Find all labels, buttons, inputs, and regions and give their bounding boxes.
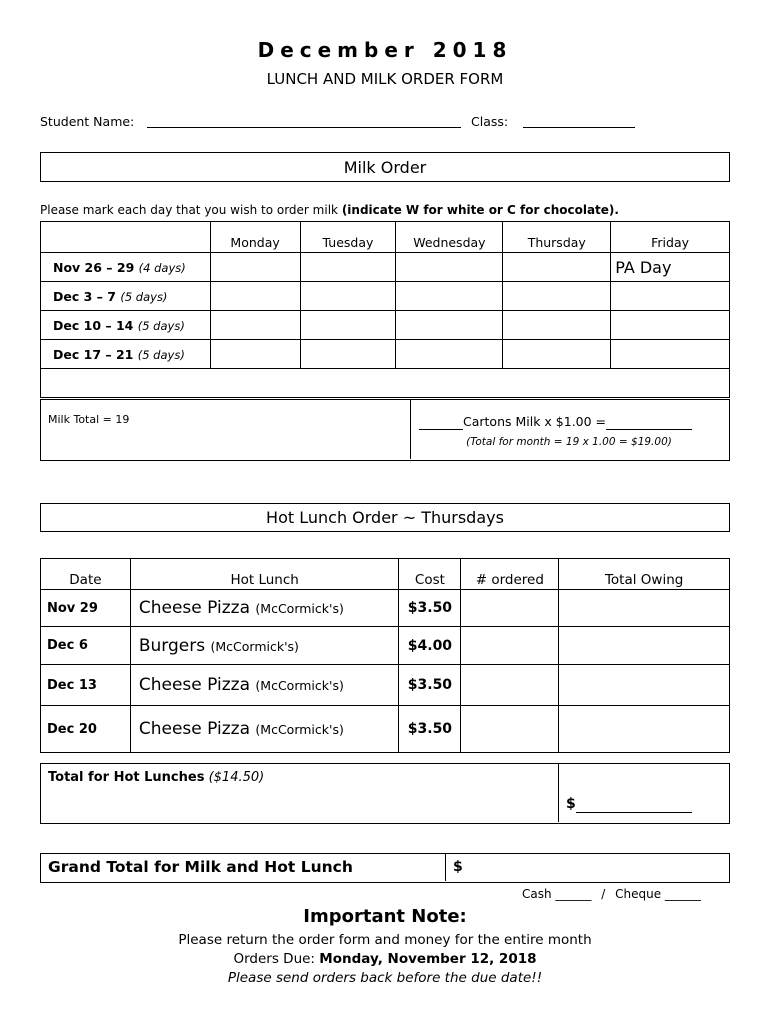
week-days: (5 days) [137, 318, 185, 333]
grand-total-dollar[interactable]: $ [453, 859, 463, 875]
lunch-date: Dec 13 [41, 665, 131, 706]
cheque-option[interactable]: Cheque ______ [615, 887, 701, 901]
milk-cell[interactable] [300, 340, 396, 369]
lunch-item-name: Burgers [138, 635, 206, 656]
cartons-blank[interactable] [419, 414, 463, 430]
milk-instruction [40, 203, 619, 217]
lunch-item [130, 706, 399, 753]
milk-day-header: Friday [611, 222, 730, 253]
lunch-owing-cell[interactable] [559, 590, 730, 627]
milk-cell[interactable] [210, 282, 300, 311]
grand-total-label-cell [41, 854, 446, 881]
milk-cell[interactable] [503, 311, 611, 340]
week-days: (4 days) [138, 260, 186, 275]
week-range: Dec 17 – 21 [53, 346, 134, 362]
lunch-row [41, 590, 730, 627]
milk-day-header: Thursday [503, 222, 611, 253]
lunch-item [130, 665, 399, 706]
payment-method [522, 887, 701, 901]
page-title: December 2018 [257, 38, 513, 62]
hot-lunch-total-value: ($14.50) [208, 770, 265, 785]
hot-lunch-total-text: Total for Hot Lunches [48, 770, 205, 785]
hot-lunch-table [40, 558, 730, 753]
lunch-ordered-cell[interactable] [461, 590, 559, 627]
lunch-col-header: Total Owing [559, 559, 730, 590]
lunch-cost: $3.50 [399, 590, 461, 627]
lunch-col-header: Date [41, 559, 131, 590]
milk-total-box [40, 399, 730, 461]
milk-week-label [41, 253, 211, 282]
grand-total-label: Grand Total for Milk and Hot Lunch [48, 858, 353, 876]
milk-week-row [41, 340, 730, 369]
due-label: Orders Due: [233, 951, 315, 967]
milk-cell[interactable] [300, 282, 396, 311]
cash-option[interactable]: Cash ______ [522, 887, 592, 901]
lunch-ordered-cell[interactable] [461, 627, 559, 665]
hot-lunch-title: Hot Lunch Order ~ Thursdays [266, 508, 504, 527]
hot-lunch-dollar-line [566, 796, 692, 813]
payment-separator: / [601, 887, 606, 901]
note-line-3: Please send orders back before the due date!! [227, 970, 543, 986]
milk-cell[interactable] [611, 282, 730, 311]
lunch-item [130, 627, 399, 665]
lunch-header-row [41, 559, 730, 590]
hot-lunch-total-box [40, 763, 730, 824]
lunch-vendor: (McCormick's) [255, 678, 344, 693]
milk-total-label: Milk Total = 19 [48, 413, 130, 426]
week-range: Nov 26 – 29 [53, 259, 135, 275]
class-label: Class: [471, 114, 509, 129]
note-title: Important Note: [303, 906, 467, 927]
milk-week-row [41, 282, 730, 311]
lunch-vendor: (McCormick's) [255, 722, 344, 737]
lunch-ordered-cell[interactable] [461, 665, 559, 706]
lunch-col-header: Cost [399, 559, 461, 590]
milk-week-row [41, 253, 730, 282]
milk-cell[interactable] [300, 311, 396, 340]
hot-lunch-total-blank[interactable] [576, 796, 692, 813]
lunch-cost: $4.00 [399, 627, 461, 665]
lunch-date: Dec 6 [41, 627, 131, 665]
milk-cell[interactable] [503, 340, 611, 369]
lunch-ordered-cell[interactable] [461, 706, 559, 753]
milk-cell[interactable] [210, 340, 300, 369]
milk-cell[interactable] [210, 253, 300, 282]
milk-cell-friday: PA Day [611, 253, 730, 282]
week-range: Dec 10 – 14 [53, 317, 134, 333]
note-due-line [0, 951, 770, 967]
milk-cell[interactable] [396, 282, 503, 311]
lunch-item [130, 590, 399, 627]
lunch-vendor: (McCormick's) [210, 638, 299, 654]
milk-week-row [41, 311, 730, 340]
student-name-label: Student Name: [40, 114, 135, 129]
milk-week-label [41, 282, 211, 311]
milk-cell[interactable] [300, 253, 396, 282]
milk-order-table [40, 221, 730, 398]
milk-week-label [41, 311, 211, 340]
milk-header-blank [41, 222, 211, 253]
milk-instruction-bold: (indicate W for white or C for chocolate). [341, 203, 619, 217]
milk-cell[interactable] [396, 340, 503, 369]
cartons-note: (Total for month = 19 x 1.00 = $19.00) [466, 436, 672, 448]
form-subtitle: LUNCH AND MILK ORDER FORM [266, 70, 504, 88]
milk-order-heading [40, 152, 730, 182]
student-name-field[interactable] [147, 127, 461, 128]
milk-empty-row [41, 369, 730, 398]
milk-cell[interactable] [210, 311, 300, 340]
lunch-item-name: Cheese Pizza [138, 719, 251, 739]
milk-day-header: Monday [210, 222, 300, 253]
milk-day-header: Wednesday [396, 222, 503, 253]
hot-lunch-heading [40, 503, 730, 532]
week-days: (5 days) [120, 289, 168, 304]
week-range: Dec 3 – 7 [53, 288, 116, 304]
lunch-date: Dec 20 [41, 706, 131, 753]
lunch-col-header: # ordered [461, 559, 559, 590]
lunch-row [41, 706, 730, 753]
hot-lunch-total-label [48, 770, 264, 785]
note-line-1: Please return the order form and money for the entire month [178, 932, 592, 948]
lunch-cost: $3.50 [399, 665, 461, 706]
milk-day-header: Tuesday [300, 222, 396, 253]
hot-lunch-total-cell [41, 764, 559, 822]
milk-cell[interactable] [396, 253, 503, 282]
cartons-label: Cartons Milk x $1.00 = [463, 414, 607, 429]
milk-cell[interactable] [503, 253, 611, 282]
lunch-cost: $3.50 [399, 706, 461, 753]
week-days: (5 days) [137, 347, 185, 362]
lunch-row [41, 627, 730, 665]
lunch-date: Nov 29 [41, 590, 131, 627]
lunch-owing-cell[interactable] [559, 706, 730, 753]
lunch-owing-cell[interactable] [559, 627, 730, 665]
milk-total-cell [41, 400, 411, 459]
milk-cell[interactable] [611, 340, 730, 369]
milk-week-label [41, 340, 211, 369]
milk-cartons-line [419, 414, 719, 430]
milk-instruction-text: Please mark each day that you wish to order milk [40, 203, 338, 217]
milk-cell[interactable] [396, 311, 503, 340]
lunch-item-name: Cheese Pizza [138, 675, 251, 695]
milk-header-row [41, 222, 730, 253]
grand-total-box [40, 853, 730, 883]
due-date: Monday, November 12, 2018 [319, 951, 537, 967]
lunch-vendor: (McCormick's) [255, 601, 344, 616]
milk-empty-cell [41, 369, 730, 398]
milk-cell[interactable] [503, 282, 611, 311]
milk-cell[interactable] [611, 311, 730, 340]
lunch-row [41, 665, 730, 706]
hot-lunch-dollar: $ [566, 796, 576, 812]
milk-order-title: Milk Order [343, 157, 427, 177]
lunch-col-header: Hot Lunch [130, 559, 399, 590]
lunch-item-name: Cheese Pizza [138, 598, 251, 618]
class-field[interactable] [523, 127, 635, 128]
cartons-total-blank[interactable] [606, 414, 692, 430]
lunch-owing-cell[interactable] [559, 665, 730, 706]
